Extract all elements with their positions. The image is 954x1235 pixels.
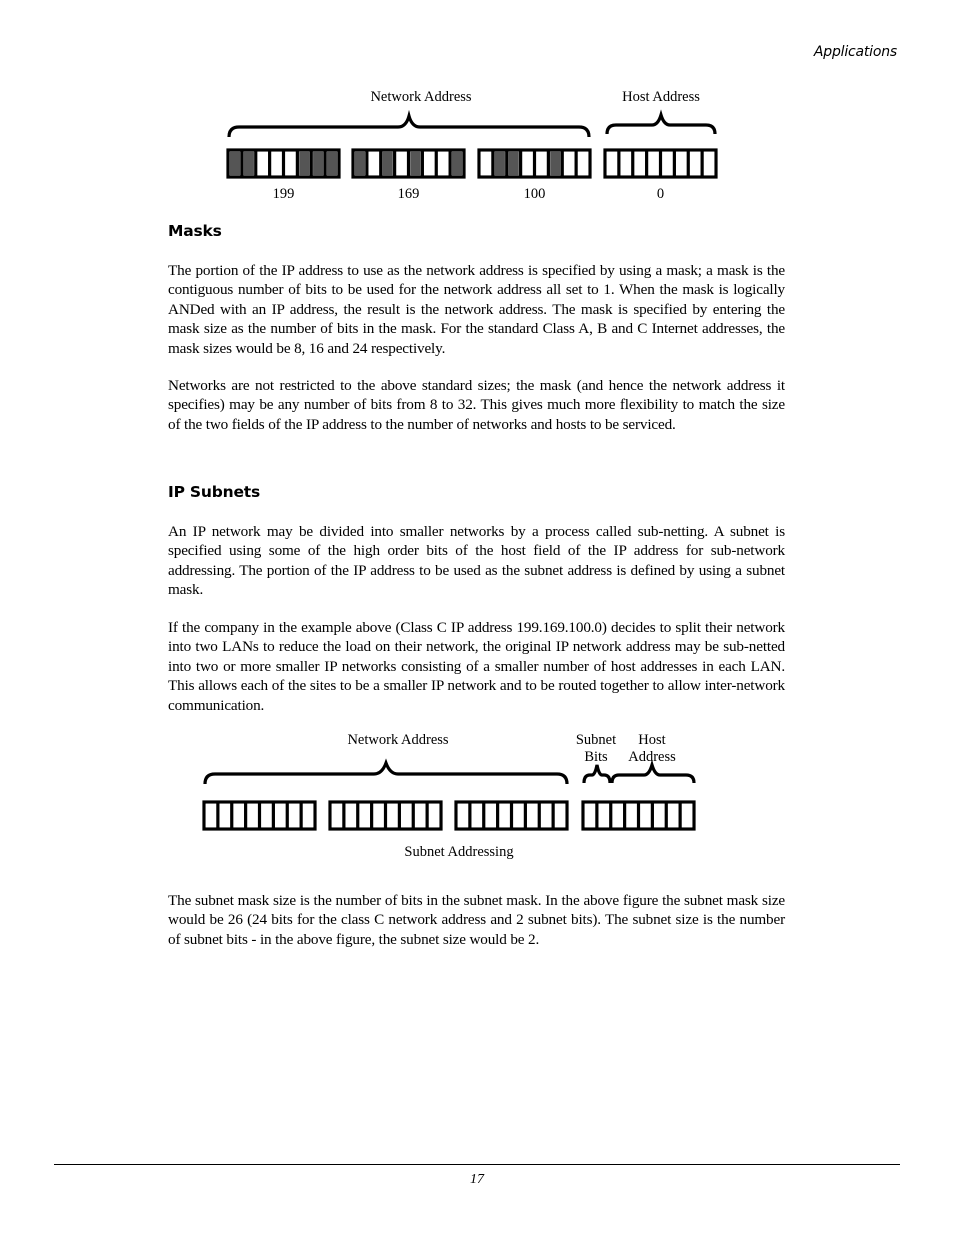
bit-cell-clear [513,804,523,827]
bit-cell-clear [332,804,342,827]
bit-cell-clear [626,804,636,827]
bit-cell-clear [373,804,383,827]
subnet-addressing-caption: Subnet Addressing [404,844,514,860]
bit-cell-clear [360,804,370,827]
fig2-octet-4 [583,802,694,829]
bit-cell-clear [387,804,397,827]
fig2-octet-2 [330,802,441,829]
bit-cell-clear [261,804,271,827]
subnet-bits-label-line1: Subnet [575,732,617,748]
bit-cell-clear [415,804,425,827]
bit-cell-clear [599,804,609,827]
bit-cell-clear [682,804,692,827]
bit-cell-clear [247,804,257,827]
masks-paragraph-2: Networks are not restricted to the above standard sizes; the mask (and hence the network address it specifies) may be any number of bits from 8 to 32. This gives much more flexibility to match the size of the two fields of the IP address to the number of networks and hosts to be serviced. [168,377,785,433]
bit-cell-clear [303,804,313,827]
host-label-line1: Host [638,732,666,748]
host-label-line2: Address [628,749,676,765]
bit-cell-clear [654,804,664,827]
bit-cell-clear [640,804,650,827]
subnet-mask-paragraph: The subnet mask size is the number of bits in the subnet mask. In the above figure the subnet mask size would be 26 (24 bits for the class C network address and 2 subnet bits). The subnet size is the number of subnet bits - in the above figure, the subnet size would be 2. [168,892,785,948]
bit-cell-clear [289,804,299,827]
bit-cell-clear [220,804,230,827]
network-address-label: Network Address [370,89,472,105]
bit-cell-clear [613,804,623,827]
host-address-brace-2 [612,765,694,783]
bit-cell-clear [401,804,411,827]
octet-value: 199 [272,186,295,202]
subnets-paragraph-1: An IP network may be divided into smaller networks by a process called sub-netting. A subnet is specified using some of the high order bits of the host field of the IP address for sub-network addressing. The portion of the IP address to be used as the subnet address is defined by using a subnet mask. [168,523,785,599]
bit-cell-clear [555,804,565,827]
fig2-network-address-label: Network Address [347,732,449,748]
bit-cell-clear [486,804,496,827]
bit-cell-clear [458,804,468,827]
host-address-label: Host Address [622,89,700,105]
subnet-bits-label-line2: Bits [584,749,608,765]
bit-cell-clear [429,804,439,827]
bit-cell-clear [472,804,482,827]
fig2-network-address-brace [205,763,567,784]
bit-cell-clear [541,804,551,827]
bit-cell-clear [275,804,285,827]
fig2-octet-1 [204,802,315,829]
ip-subnets-heading: IP Subnets [168,483,260,501]
footer-rule [54,1164,900,1165]
bit-cell-clear [346,804,356,827]
octet-value: 169 [397,186,420,202]
page-number: 17 [470,1172,484,1187]
masks-paragraph-1: The portion of the IP address to use as the network address is specified by using a mask; a mask is the contiguous number of bits to be used for the network address all set to 1. When the mask is logically ANDed with an IP address, the result is the network address. The mask is specified by entering the mask size as the number of bits in the mask. For the standard Class A, B and C Internet addresses, the mask sizes would be 8, 16 and 24 respectively. [168,262,785,357]
bit-cell-clear [234,804,244,827]
octet-value: 0 [656,186,665,202]
bit-cell-clear [206,804,216,827]
octet-value: 100 [523,186,546,202]
bit-cell-clear [585,804,595,827]
subnets-paragraph-2: If the company in the example above (Class C IP address 199.169.100.0) decides to split their network into two LANs to reduce the load on their network, the original IP network address may be sub-netted into two or more smaller IP networks consisting of a smaller number of host addresses in each LAN. This allows each of the sites to be a smaller IP network and to be routed together to allow inter-network communication. [168,619,785,714]
bit-cell-clear [668,804,678,827]
bit-cell-clear [527,804,537,827]
running-header: Applications [813,44,897,60]
masks-heading: Masks [168,222,222,240]
fig2-octet-3 [456,802,567,829]
bit-cell-clear [499,804,509,827]
subnet-bits-brace [584,765,610,783]
